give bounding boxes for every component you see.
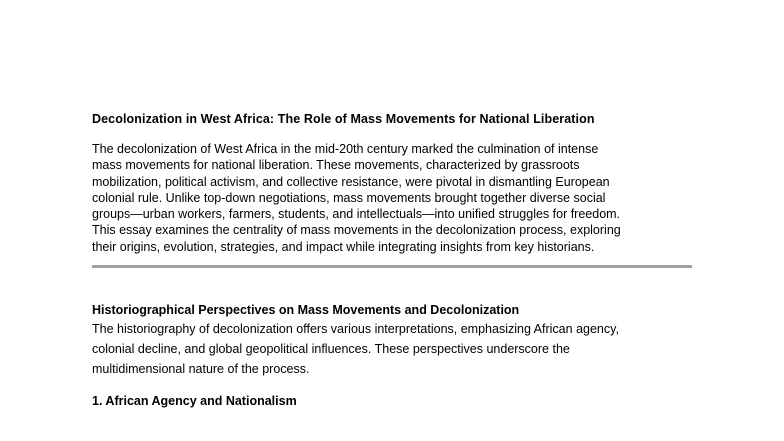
section-line: The historiography of decolonization offers various interpretations, emphasizing African agency,	[92, 322, 619, 337]
intro-line: mass movements for national liberation. These movements, characterized by grassroots	[92, 158, 580, 173]
section-line: colonial decline, and global geopolitical influences. These perspectives underscore the	[92, 342, 570, 357]
intro-line: colonial rule. Unlike top-down negotiations, mass movements brought together diverse social	[92, 190, 606, 205]
intro-paragraph	[92, 141, 694, 255]
subsection-heading: 1. African Agency and Nationalism	[92, 394, 297, 409]
document-content	[92, 110, 694, 410]
intro-line: The decolonization of West Africa in the mid-20th century marked the culmination of intense	[92, 142, 599, 156]
section-paragraph	[92, 319, 694, 379]
intro-line: their origins, evolution, strategies, and impact while integrating insights from key historians.	[92, 239, 595, 254]
document-title: Decolonization in West Africa: The Role of Mass Movements for National Liberation	[92, 112, 595, 126]
section-heading: Historiographical Perspectives on Mass Movements and Decolonization	[92, 303, 520, 318]
horizontal-divider	[92, 265, 692, 268]
section-line: multidimensional nature of the process.	[92, 362, 310, 377]
intro-line: mobilization, political activism, and collective resistance, were pivotal in dismantling European	[92, 174, 610, 189]
intro-line: This essay examines the centrality of mass movements in the decolonization process, exploring	[92, 223, 621, 238]
intro-line: groups—urban workers, farmers, students, and intellectuals—into unified struggles for freedom.	[92, 207, 621, 222]
